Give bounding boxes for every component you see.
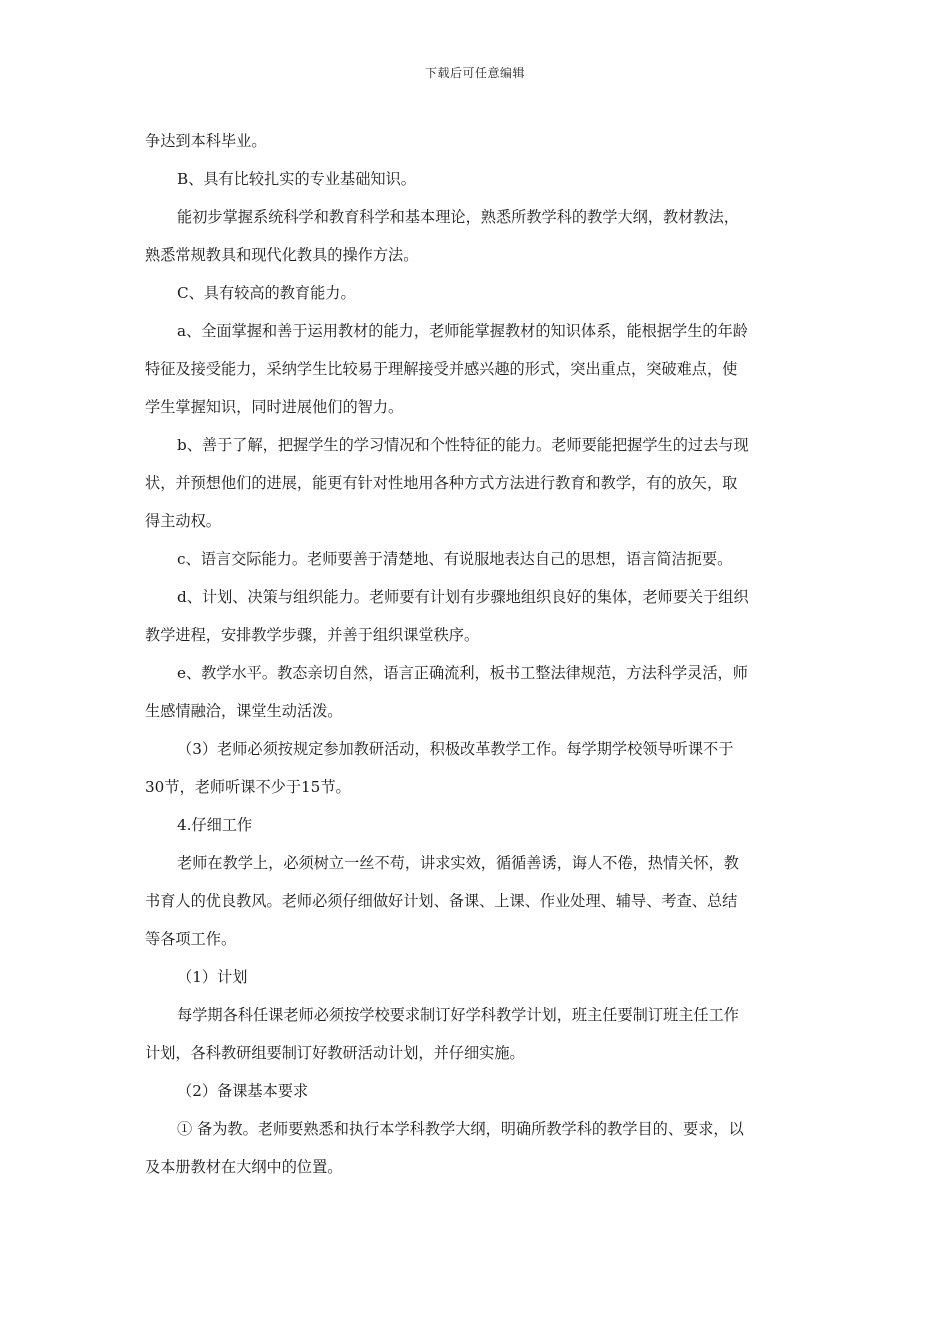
text-line: （1）计划: [177, 968, 248, 986]
text-line: e、教学水平。教态亲切自然，语言正确流利，板书工整法律规范，方法科学灵活，师: [177, 664, 748, 682]
page-header: 下载后可任意编辑: [424, 66, 525, 80]
text-line: C、具有较高的教育能力。: [177, 284, 356, 302]
text-line: （3）老师必须按规定参加教研活动，积极改革教学工作。每学期学校领导听课不于: [177, 740, 734, 758]
text-line: c、语言交际能力。老师要善于清楚地、有说服地表达自己的思想，语言简洁扼要。: [177, 550, 733, 568]
text-line: 4.仔细工作: [177, 816, 253, 834]
text-line: （2）备课基本要求: [177, 1082, 309, 1100]
text-line: 计划，各科教研组要制订好教研活动计划，并仔细实施。: [145, 1044, 525, 1062]
text-line: 等各项工作。: [145, 930, 237, 948]
text-line: 书育人的优良教风。老师必须仔细做好计划、备课、上课、作业处理、辅导、考查、总结: [145, 892, 738, 910]
text-line: 30节，老师听课不少于15节。: [145, 778, 351, 796]
text-line: ① 备为教。老师要熟悉和执行本学科教学大纲，明确所教学科的教学目的、要求，以: [177, 1120, 744, 1138]
text-line: a、全面掌握和善于运用教材的能力，老师能掌握教材的知识体系，能根据学生的年龄: [177, 322, 748, 340]
text-line: B、具有比较扎实的专业基础知识。: [177, 170, 416, 188]
text-line: 生感情融洽，课堂生动活泼。: [145, 702, 343, 720]
text-line: 每学期各科任课老师必须按学校要求制订好学科教学计划，班主任要制订班主任工作: [177, 1006, 739, 1024]
text-line: b、善于了解，把握学生的学习情况和个性特征的能力。老师要能把握学生的过去与现: [177, 436, 749, 454]
text-line: 学生掌握知识，同时进展他们的智力。: [145, 398, 404, 416]
text-line: 老师在教学上，必须树立一丝不苟，讲求实效，循循善诱，诲人不倦，热情关怀，教: [177, 854, 739, 872]
text-line: 及本册教材在大纲中的位置。: [145, 1158, 343, 1176]
text-line: d、计划、决策与组织能力。老师要有计划有步骤地组织良好的集体，老师要关于组织: [177, 588, 749, 606]
text-line: 熟悉常规教具和现代化教具的操作方法。: [145, 246, 419, 264]
text-line: 状，并预想他们的进展，能更有针对性地用各种方式方法进行教育和教学，有的放矢，取: [145, 474, 738, 492]
text-line: 能初步掌握系统科学和教育科学和基本理论，熟悉所教学科的教学大纲，教材教法，: [177, 208, 739, 226]
text-line: 特征及接受能力，采纳学生比较易于理解接受并感兴趣的形式，突出重点，突破难点，使: [145, 360, 738, 378]
document-body: [145, 122, 807, 1186]
text-line: 得主动权。: [145, 512, 221, 530]
text-line: 争达到本科毕业。: [145, 132, 267, 150]
text-line: 教学进程，安排教学步骤，并善于组织课堂秩序。: [145, 626, 480, 644]
